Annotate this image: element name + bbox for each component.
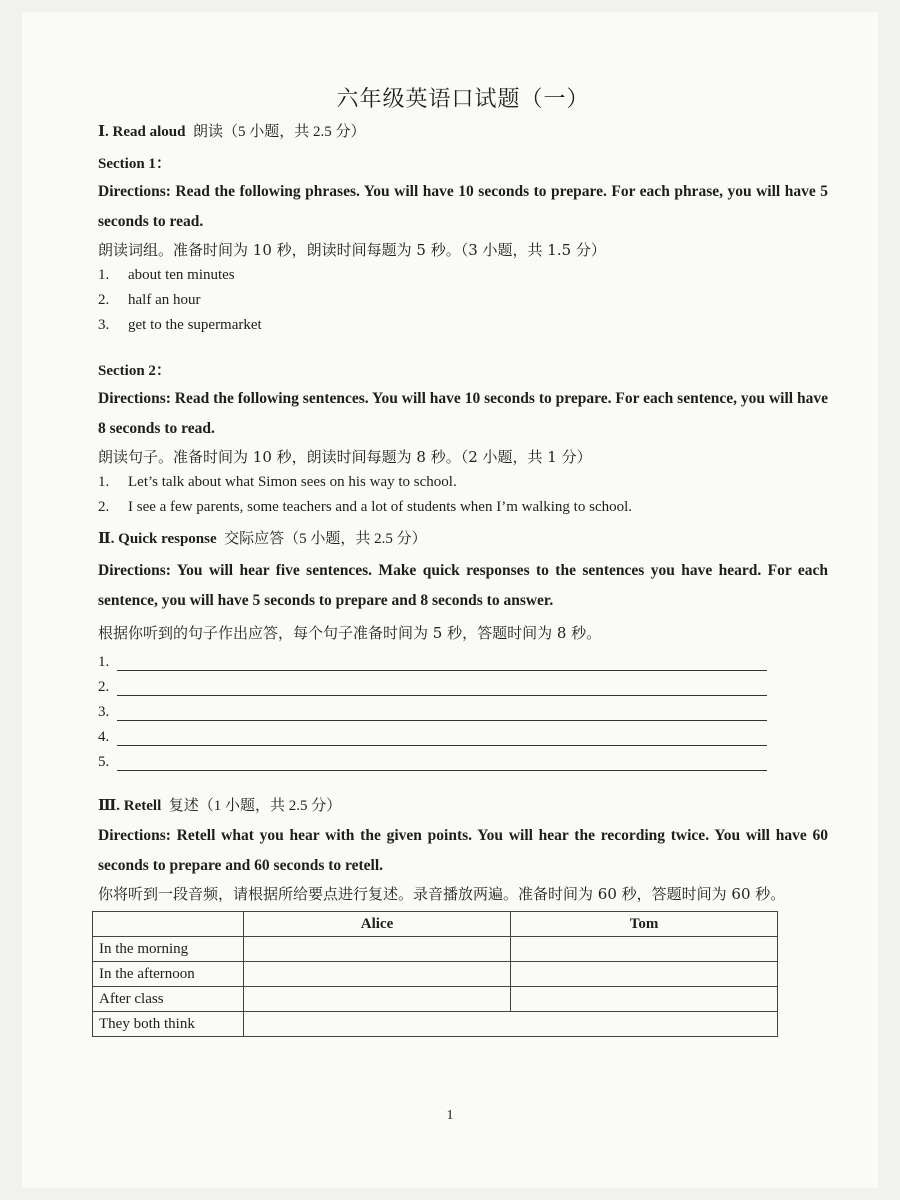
part1-heading-num: Ⅰ.: [98, 124, 109, 140]
section2-list: [98, 470, 828, 520]
part3-heading-en: Retell: [123, 798, 162, 814]
row-label: In the afternoon: [93, 962, 244, 987]
row-label: They both think: [93, 1012, 244, 1037]
table-row: [93, 962, 778, 987]
page-title: 六年级英语口试题（一）: [336, 87, 590, 112]
row-label: After class: [93, 987, 244, 1012]
answer-line[interactable]: 2.: [98, 671, 828, 696]
part2-heading: [98, 526, 828, 552]
list-item: 3. get to the supermarket: [98, 317, 262, 333]
answer-blanks: [98, 646, 828, 771]
part3-heading: [98, 793, 828, 819]
section2-label: Section 2：: [98, 363, 171, 379]
part3-heading-num: Ⅲ.: [98, 798, 121, 814]
part1-heading-en: Read aloud: [112, 124, 186, 140]
exam-content: [98, 82, 828, 1037]
answer-line[interactable]: 5.: [98, 746, 828, 771]
part2-heading-en: Quick response: [118, 531, 217, 547]
part2-heading-cn: 交际应答（5 小题，共 2.5 分）: [224, 531, 427, 547]
part1-heading-cn: 朗读（5 小题，共 2.5 分）: [192, 124, 366, 140]
answer-cell[interactable]: [511, 962, 778, 987]
part3-heading-cn: 复述（1 小题，共 2.5 分）: [168, 798, 342, 814]
table-row: [93, 937, 778, 962]
answer-line[interactable]: 4.: [98, 721, 828, 746]
answer-cell[interactable]: [244, 962, 511, 987]
part2-directions: Directions: You will hear five sentences. Make quick responses to the sentences you have heard. For each sentence, you will have 5 seconds to prepare and 8 seconds to answer.: [98, 562, 828, 609]
table-row: [93, 1012, 778, 1037]
table-header-corner: [93, 912, 244, 937]
section1-cn-directions: 朗读词组。准备时间为 10 秒，朗读时间每题为 5 秒。（3 小题，共 1.5 分）: [98, 241, 606, 259]
scanned-page: [22, 12, 878, 1188]
part3-directions: Directions: Retell what you hear with the given points. You will hear the recording twice. You will have 60 seconds to prepare and 60 seconds to retell.: [98, 827, 828, 874]
list-item: 2. half an hour: [98, 292, 201, 308]
answer-cell[interactable]: [244, 937, 511, 962]
answer-cell[interactable]: [244, 987, 511, 1012]
list-item: 2. I see a few parents, some teachers and a lot of students when I’m walking to school.: [98, 499, 633, 515]
answer-cell-merged[interactable]: [244, 1012, 778, 1037]
list-item: 1. Let’s talk about what Simon sees on his way to school.: [98, 474, 457, 490]
section1-label: Section 1：: [98, 156, 171, 172]
list-item: 1. about ten minutes: [98, 267, 235, 283]
section1-directions: Directions: Read the following phrases. You will have 10 seconds to prepare. For each phrase, you will have 5 seconds to read.: [98, 183, 828, 230]
page-number: 1: [446, 1108, 454, 1123]
answer-cell[interactable]: [511, 987, 778, 1012]
table-header-row: [93, 912, 778, 937]
part2-cn-directions: 根据你听到的句子作出应答，每个句子准备时间为 5 秒，答题时间为 8 秒。: [98, 624, 602, 642]
section1-list: [98, 263, 828, 338]
part2-heading-num: Ⅱ.: [98, 531, 115, 547]
table-header-alice: Alice: [244, 912, 511, 937]
answer-line[interactable]: 1.: [98, 646, 828, 671]
answer-cell[interactable]: [511, 937, 778, 962]
table-row: [93, 987, 778, 1012]
retell-table: [92, 911, 778, 1037]
part1-heading: [98, 119, 828, 145]
table-header-tom: Tom: [511, 912, 778, 937]
row-label: In the morning: [93, 937, 244, 962]
section2-directions: Directions: Read the following sentences. You will have 10 seconds to prepare. For each sentence, you will have 8 seconds to read.: [98, 390, 828, 437]
part3-cn-directions: 你将听到一段音频，请根据所给要点进行复述。录音播放两遍。准备时间为 60 秒，答题时间为 60 秒。: [98, 885, 786, 903]
section2-cn-directions: 朗读句子。准备时间为 10 秒，朗读时间每题为 8 秒。（2 小题，共 1 分）: [98, 448, 592, 466]
answer-line[interactable]: 3.: [98, 696, 828, 721]
